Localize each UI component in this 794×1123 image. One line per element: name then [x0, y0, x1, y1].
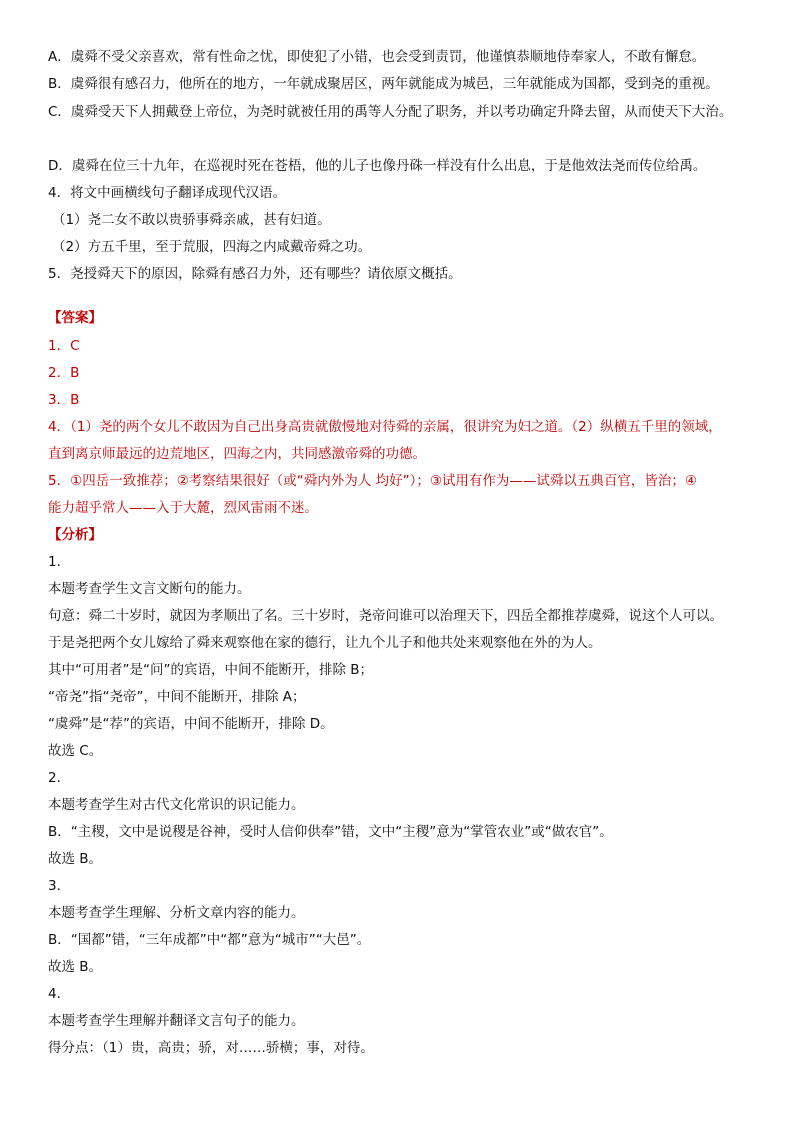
question-4: 4．将文中画横线句子翻译成现代汉语。 — [48, 185, 287, 201]
question-4-2: （2）方五千里，至于荒服，四海之内咸戴帝舜之功。 — [52, 239, 372, 255]
analysis-1-point2: “帝尧”指“尧帝”，中间不能断开，排除 A； — [48, 689, 306, 705]
option-b: B．虞舜很有感召力，他所在的地方，一年就成聚居区，两年就能成为城邑，三年就能成为国都，受到尧的重视。 — [48, 76, 719, 92]
answer-5-line1: 5．①四岳一致推荐；②考察结果很好（或“舜内外为人 均好”）；③试用有作为——试舜以五典百官，皆治；④ — [48, 473, 698, 489]
analysis-3-choice: 故选 B。 — [48, 959, 103, 975]
analysis-1-choice: 故选 C。 — [48, 743, 103, 759]
answer-header: 【答案】 — [48, 310, 102, 326]
analysis-3-intro: 本题考查学生理解、分析文章内容的能力。 — [48, 905, 305, 921]
analysis-1-point1: 其中“可用者”是“问”的宾语，中间不能断开，排除 B； — [48, 662, 374, 678]
answer-5-line2: 能力超乎常人——入于大麓，烈风雷雨不迷。 — [48, 500, 318, 516]
answer-4-line2: 直到离京师最远的边荒地区，四海之内，共同感激帝舜的功德。 — [48, 446, 426, 462]
analysis-header: 【分析】 — [48, 527, 102, 543]
analysis-2-intro: 本题考查学生对古代文化常识的识记能力。 — [48, 797, 305, 813]
analysis-1-meaning-line2: 于是尧把两个女儿嫁给了舜来观察他在家的德行，让九个儿子和他共处来观察他在外的为人。 — [48, 635, 602, 651]
answer-3: 3．B — [48, 392, 80, 408]
analysis-1-point3: “虞舜”是“荐”的宾语，中间不能断开，排除 D。 — [48, 716, 334, 732]
analysis-number-1: 1． — [48, 554, 71, 570]
analysis-number-2: 2． — [48, 770, 71, 786]
option-c: C．虞舜受天下人拥戴登上帝位，为尧时就被任用的禹等人分配了职务，并以考功确定升降去留，从而使天下大治。 — [48, 104, 733, 120]
analysis-3-b: B．“国都”错，“三年成都”中“都”意为“城市”“大邑”。 — [48, 932, 371, 948]
analysis-number-3: 3． — [48, 878, 71, 894]
analysis-4-intro: 本题考查学生理解并翻译文言句子的能力。 — [48, 1013, 305, 1029]
option-a: A．虞舜不受父亲喜欢，常有性命之忧，即使犯了小错，也会受到责罚，他谨慎恭顺地侍奉家人，不敢有懈怠。 — [48, 49, 706, 65]
question-5: 5．尧授舜天下的原因，除舜有感召力外，还有哪些？请依原文概括。 — [48, 266, 462, 282]
question-4-1: （1）尧二女不敢以贵骄事舜亲戚，甚有妇道。 — [52, 212, 331, 228]
analysis-2-b: B．“主稷，文中是说稷是谷神，受时人信仰供奉”错，文中“主稷”意为“掌管农业”或“做农官”。 — [48, 824, 613, 840]
analysis-4-points: 得分点：（1）贵，高贵；骄，对……骄横；事，对待。 — [48, 1040, 374, 1056]
analysis-2-choice: 故选 B。 — [48, 851, 103, 867]
answer-2: 2．B — [48, 365, 80, 381]
analysis-1-intro: 本题考查学生文言文断句的能力。 — [48, 581, 251, 597]
analysis-number-4: 4． — [48, 986, 71, 1002]
answer-4-line1: 4．（1）尧的两个女儿不敢因为自己出身高贵就傲慢地对待舜的亲属，很讲究为妇之道。（2）纵横五千里的领域， — [48, 419, 722, 435]
answer-1: 1．C — [48, 338, 80, 354]
analysis-1-meaning-line1: 句意：舜二十岁时，就因为孝顺出了名。三十岁时，尧帝问谁可以治理天下，四岳全都推荐虞舜，说这个人可以。 — [48, 608, 723, 624]
option-d: D．虞舜在位三十九年，在巡视时死在苍梧，他的儿子也像丹硃一样没有什么出息，于是他效法尧而传位给禹。 — [48, 158, 707, 174]
